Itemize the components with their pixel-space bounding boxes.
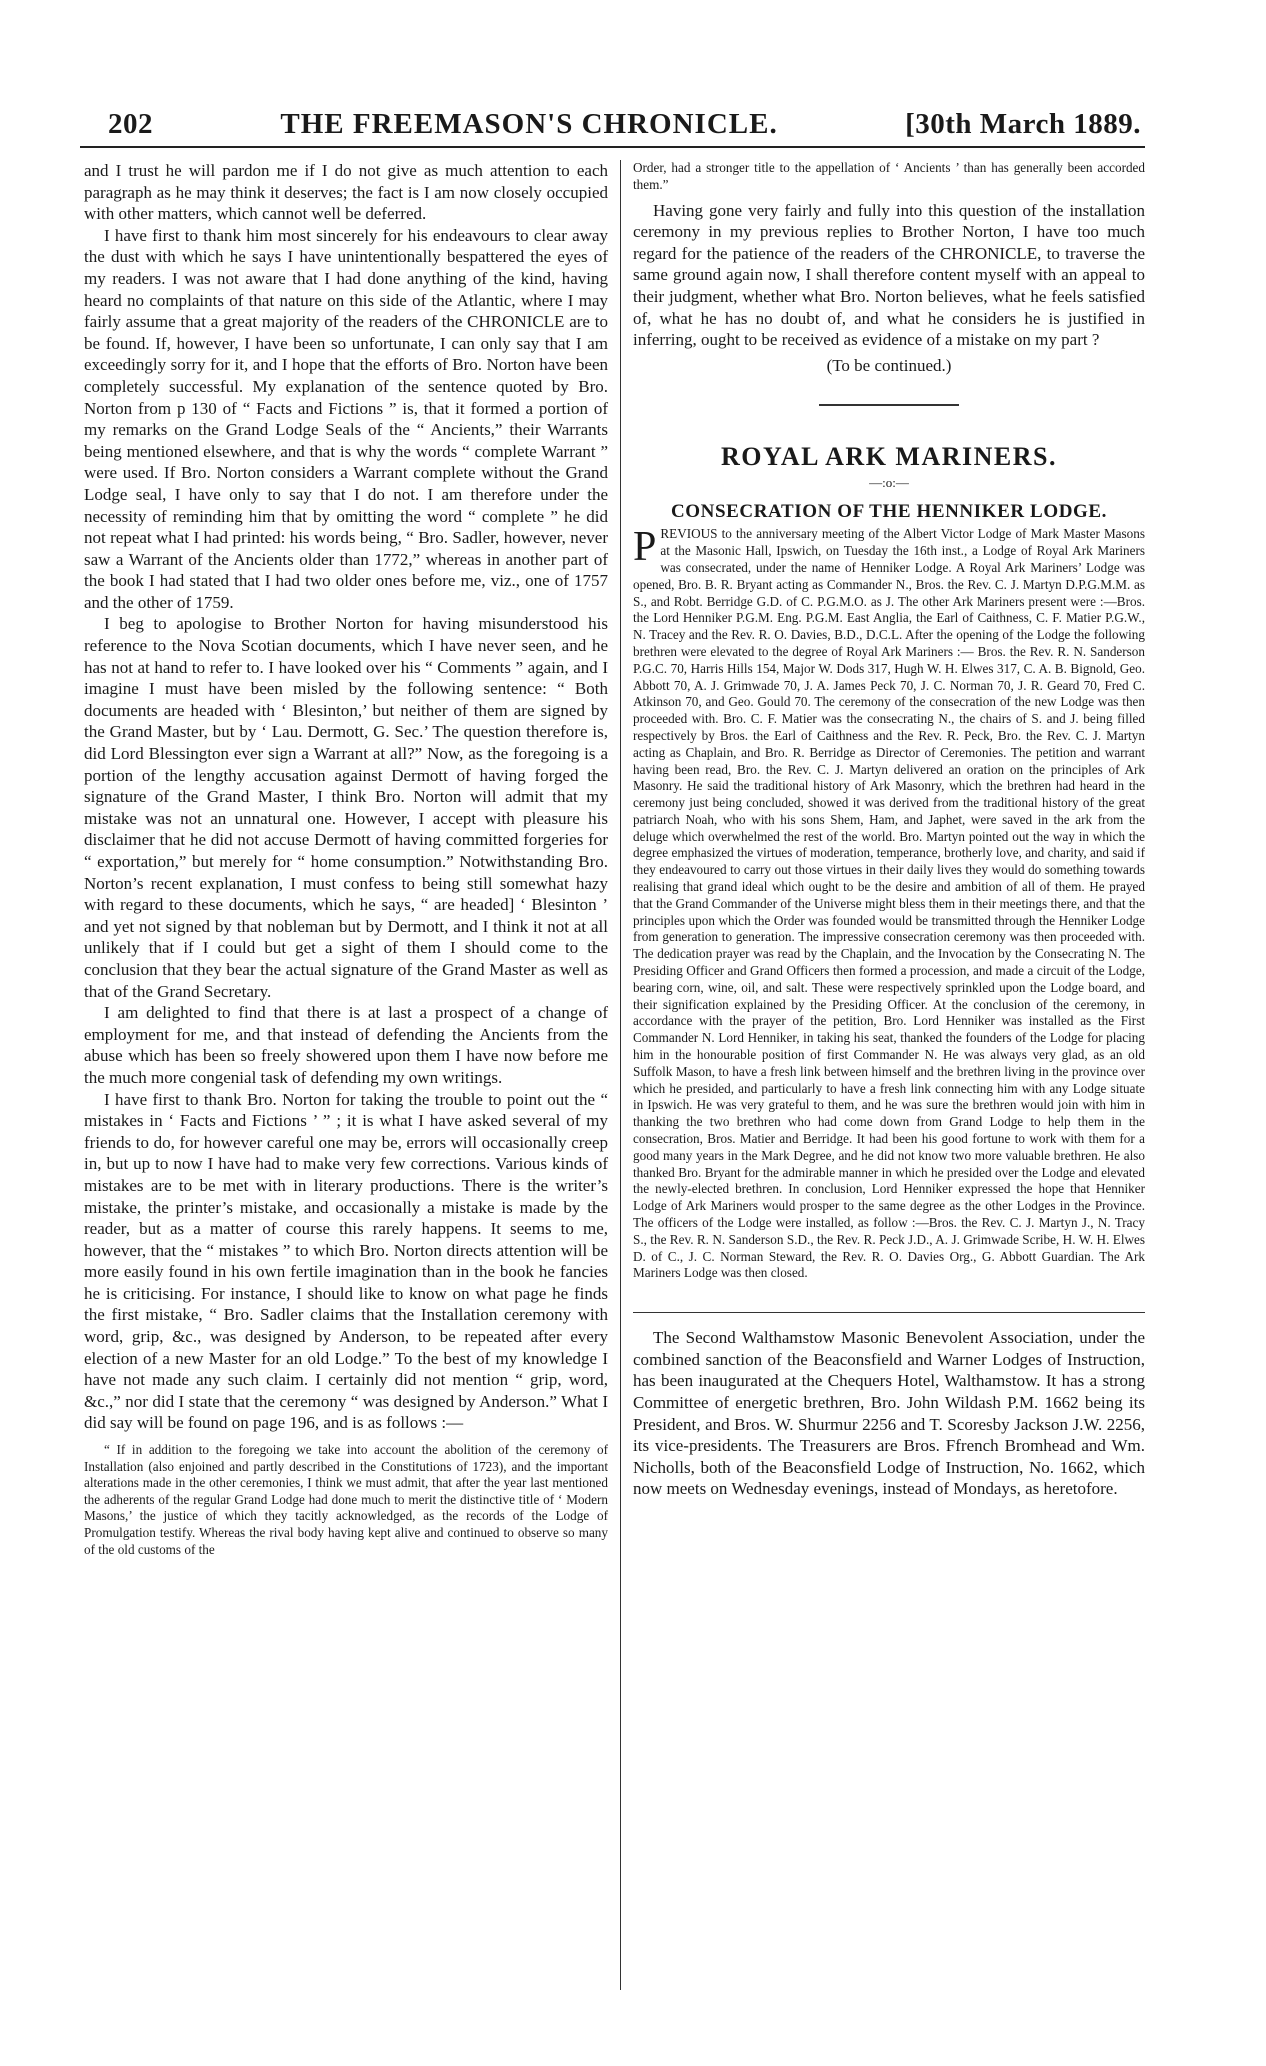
- issue-date: [30th March 1889.: [905, 108, 1141, 140]
- article-body: [633, 526, 1145, 1282]
- left-paragraph-5: I have first to thank Bro. Norton for taking the trouble to point out the “ mistakes in ‘ Facts and Fictions ’ ” ; it is what I have asked several of my friends to do, for however careful one may be, errors will occasionally creep in, but up to now I have had to make very few corrections. Various kinds of mistakes are to be met with in literary productions. There is the writer’s mistake, the printer’s mistake, and occasionally a mistake is made by the reader, but as a matter of course this rarely happens. It seems to me, however, that the “ mistakes ” to which Bro. Norton directs attention will be more easily found in his own fertile imagination than in the book he fancies he is criticising. For instance, I should like to know on what page he finds the first mistake, “ Bro. Sadler claims that the Installation ceremony with word, grip, &c., was designed by Anderson, to be repeated after every election of a new Master for an old Lodge.” To the best of my knowledge I have not made any such claim. I certainly did not mention “ grip, word, &c.,” nor did I state that the ceremony “ was designed by Anderson.” What I did say will be found on page 196, and is as follows :—: [84, 1089, 608, 1433]
- closing-paragraph: The Second Walthamstow Masonic Benevolent Association, under the combined sanction of the Beaconsfield and Warner Lodges of Instruction, has been inaugurated at the Chequers Hotel, Walthamstow. It has a strong Committee of energetic brethren, Bro. John Wildash P.M. 1662 being its President, and Bros. W. Shurmur 2256 and T. Scoresby Jackson J.W. 2256, its vice-presidents. The Treasurers are Bros. Ffrench Bromhead and Wm. Nicholls, both of the Beaconsfield Lodge of Instruction, No. 1662, which now meets on Wednesday evenings, instead of Mondays, as heretofore.: [633, 1328, 1145, 1499]
- section-title: ROYAL ARK MARINERS.: [721, 442, 1057, 472]
- left-column: [80, 160, 620, 1990]
- right-column: [621, 160, 1145, 1990]
- left-paragraph-1: and I trust he will pardon me if I do not give as much attention to each paragraph as he may think it deserves; the fact is I am now closely occupied with other matters, which cannot well be deferred.: [84, 161, 608, 224]
- left-paragraph-3: I beg to apologise to Brother Norton for having misunderstood his reference to the Nova Scotian documents, which I have never seen, and he has not at hand to refer to. I have looked over his “ Comments ” again, and I imagine I must have been misled by the following sentence: “ Both documents are headed with ‘ Blesinton,’ but neither of them are signed by the Grand Master, but by ‘ Lau. Dermott, G. Sec.’ The question therefore is, did Lord Blessington ever sign a Warrant at all?” Now, as the foregoing is a portion of the lengthy accusation against Dermott of having forged the signature of the Grand Master, I think Bro. Norton will admit that my mistake was not an unnatural one. However, I accept with pleasure his disclaimer that he did not accuse Dermott of having committed forgeries for “ exportation,” but merely for “ home consumption.” Notwithstanding Bro. Norton’s recent explanation, I must confess to being still somewhat hazy with regard to these documents, which he says, “ are headed] ‘ Blesinton ’ and yet not signed by that nobleman but by Dermott, and I think it not at all unlikely that if I could but get a sight of them I should come to the conclusion that they bear the actual signature of the Grand Master as well as that of the Grand Secretary.: [84, 614, 608, 1001]
- two-column-body: [80, 160, 1145, 1990]
- drop-cap: P: [633, 524, 657, 571]
- publication-title: THE FREEMASON'S CHRONICLE.: [280, 108, 778, 140]
- ornament: —:o:—: [869, 475, 909, 491]
- quote-continuation: Order, had a stronger title to the appellation of ‘ Ancients ’ than has generally been accorded them.”: [633, 160, 1145, 192]
- article-text: REVIOUS to the anniversary meeting of the Albert Victor Lodge of Mark Master Masons at the Masonic Hall, Ipswich, on Tuesday the 16th inst., a Lodge of Royal Ark Mariners was consecrated, under the name of Henniker Lodge. A Royal Ark Mariners’ Lodge was opened, Bro. B. R. Bryant acting as Commander N., Bros. the Rev. C. J. Martyn D.P.G.M.M. as S., and Robt. Berridge G.D. of C. P.G.M.O. as J. The other Ark Mariners present were :—Bros. the Lord Henniker P.G.M. Eng. P.G.M. East Anglia, the Earl of Caithness, C. F. Matier P.G.W., N. Tracey and the Rev. R. O. Davies, B.D., D.C.L. After the opening of the Lodge the following brethren were elevated to the degree of Royal Ark Mariners :— Bros. the Rev. R. N. Sanderson P.G.C. 70, Harris Hills 154, Major W. Dods 317, Hugh W. H. Elwes 317, C. A. B. Bignold, Geo. Abbott 70, A. J. Grimwade 70, J. A. James Peck 70, J. C. Norman 70, J. R. Geard 70, Fred C. Atkinson 70, and Geo. Gould 70. The ceremony of the consecration of the new Lodge was then proceeded with. Bro. C. F. Matier was the consecrating N., the chairs of S. and J. being filled respectively by Bros. the Earl of Caithness and the Rev. R. Peck, Bro. the Rev. C. J. Martyn acting as Chaplain, and Bro. R. Berridge as Director of Ceremonies. The petition and warrant having been read, Bro. the Rev. C. J. Martyn delivered an oration on the principles of Ark Masonry. He said the traditional history of Ark Masonry, which the brethren had heard in the ceremony just being concluded, showed it was derived from the traditional history of the great patriarch Noah, who with his sons Shem, Ham, and Japhet, were saved in the ark from the deluge which overwhelmed the rest of the world. Bro. Martyn pointed out the way in which the degree emphasized the virtues of moderation, temperance, brotherly love, and charity, and said if they endeavoured to carry out those virtues in their daily lives they would do something towards realising that grand ideal which ought to be the desire and ambition of all of them. He prayed that the Grand Commander of the Universe might bless them in their meetings there, and that the principles upon which the Order was founded would be transmitted through the Henniker Lodge from generation to generation. The impressive consecration ceremony was then proceeded with. The dedication prayer was read by the Chaplain, and the Invocation by the Consecrating N. The Presiding Officer and Grand Officers then formed a procession, and made a circuit of the Lodge, bearing corn, wine, oil, and salt. These were respectively sprinkled upon the Lodge board, and their signification explained by the Presiding Officer. At the conclusion of the ceremony, in accordance with the prayer of the petition, Bro. Lord Henniker was installed as the First Commander N. Lord Henniker, in taking his seat, thanked the founders of the Lodge for placing him in the honourable position of first Commander N. He was always very glad, as an old Suffolk Mason, to have a fresh link between himself and the brethren living in the province over which he presided, and particularly to have a fresh link connecting him with any Lodge situate in Ipswich. He was very grateful to them, and he was sure the brethren would join with him in thanking the two brethren who had come down from Grand Lodge to help them in the consecration, Bros. Matier and Berridge. It had been his good fortune to work with them for a good many years in the Mark Degree, and he did not know two more valuable brethren. He also thanked Bro. Bryant for the admirable manner in which he presided over the Lodge and elevated the newly-elected brethren. In conclusion, Lord Henniker expressed the hope that Henniker Lodge of Ark Mariners would prosper to the same degree as the other Lodges in the Province. The officers of the Lodge were installed, as follow :—Bros. the Rev. C. J. Martyn J., N. Tracy S., the Rev. R. N. Sanderson S.D., the Rev. R. Peck J.D., A. J. Grimwade Scribe, H. W. H. Elwes D. of C., J. C. Norman Steward, the Rev. R. O. Davies Org., G. Abbott Guardian. The Ark Mariners Lodge was then closed.: [633, 526, 1145, 1281]
- left-paragraph-2: I have first to thank him most sincerely for his endeavours to clear away the dust with which he says I have unintentionally bespattered the eyes of my readers. I was not aware that I had done anything of the kind, having heard no complaints of that nature on this side of the Atlantic, where I may fairly assume that a great majority of the readers of the CHRONICLE are to be found. If, however, I have been so unfortunate, I can only say that I am exceedingly sorry for it, and I hope that the efforts of Bro. Norton have been completely successful. My explanation of the sentence quoted by Bro. Norton from p 130 of “ Facts and Fictions ” is, that it formed a portion of my remarks on the Grand Lodge Seals of the “ Ancients,” their Warrants being mentioned elsewhere, and that is why the words “ complete Warrant ” were used. If Bro. Norton considers a Warrant complete without the Grand Lodge seal, I have only to say that I do not. I am therefore under the necessity of reminding him that by omitting the word “ complete ” he did not repeat what I had printed: his words being, “ Bro. Sadler, however, never saw a Warrant of the Ancients older than 1772,” whereas in another part of the book I had stated that I had two older ones before me, viz., one of 1757 and the other of 1759.: [84, 225, 608, 612]
- right-paragraph: Having gone very fairly and fully into this question of the installation ceremony in my previous replies to Brother Norton, I have too much regard for the patience of the readers of the CHRONICLE, to traverse the same ground again now, I shall therefore content myself with an appeal to their judgment, whether what Bro. Norton believes, what he feels satisfied of, what he has no doubt of, and what he considers he is justified in inferring, ought to be received as evidence of a mistake on my part ?: [633, 200, 1145, 350]
- masthead: [80, 108, 1145, 148]
- section-rule: [819, 404, 959, 406]
- page-number: 202: [108, 108, 153, 140]
- quoted-passage: “ If in addition to the foregoing we take into account the abolition of the ceremony of Installation (also enjoined and partly described in the Constitutions of 1723), and the important alterations made in the other ceremonies, I think we must admit, that after the year last mentioned the adherents of the regular Grand Lodge had done much to merit the distinctive title of ‘ Modern Masons,’ the justice of which they tacitly acknowledged, as the records of the Lodge of Promulgation testify. Whereas the rival body having kept alive and continued to observe so many of the old customs of the: [84, 1442, 608, 1557]
- article-separator: [633, 1312, 1145, 1313]
- newspaper-page: [80, 108, 1145, 1557]
- left-paragraph-4: I am delighted to find that there is at last a prospect of a change of employment for me, and that instead of defending the Ancients from the abuse which has been so freely showered upon them I have now before me the much more congenial task of defending my own writings.: [84, 1003, 608, 1087]
- to-be-continued: (To be continued.): [826, 355, 952, 375]
- article-subtitle: CONSECRATION OF THE HENNIKER LODGE.: [670, 501, 1108, 523]
